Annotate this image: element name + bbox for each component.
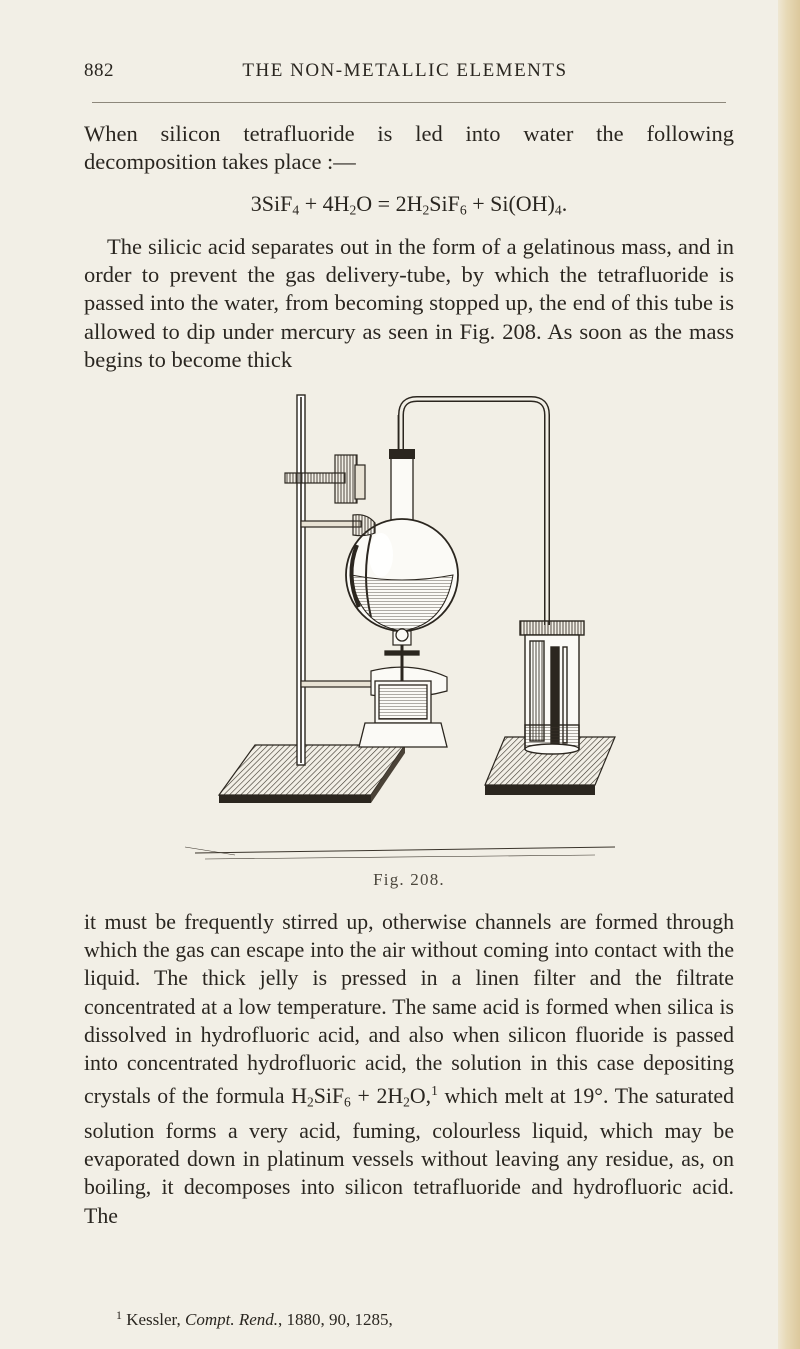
apparatus-illustration xyxy=(175,385,635,865)
formula-sub: 6 xyxy=(344,1094,351,1110)
figure-caption: Fig. 208. xyxy=(373,870,445,889)
paragraph-1: When silicon tetrafluoride is led into water the following decomposition takes place :— xyxy=(84,121,734,175)
paragraph-3-text: it must be frequently stirred up, otherwise channels are formed through which the gas can escape into the air without coming into contact with the liquid. The thick jelly is pressed in a linen filter and the filtrate concentrated at a low temperature. The same acid is formed when silica is dissolved in hydrofluoric acid, and also when silicon fluoride is passed into concentrated hydrofluoric acid, the solution in this case depositing crystals of the formula H xyxy=(84,910,734,1109)
running-title: THE NON-METALLIC ELEMENTS xyxy=(242,60,568,81)
eq-sub: 4 xyxy=(292,202,300,218)
eq-part: O = 2H xyxy=(356,191,423,216)
running-header xyxy=(84,60,726,86)
cylinder xyxy=(520,621,584,754)
eq-sub: 2 xyxy=(349,202,357,218)
footnote xyxy=(84,1304,734,1331)
page-number: 882 xyxy=(84,60,114,81)
stand-base xyxy=(219,745,405,803)
formula-part: SiF xyxy=(313,1084,345,1109)
formula-part: + 2H xyxy=(350,1084,404,1109)
eq-sub: 2 xyxy=(422,202,430,218)
eq-part: + Si(OH) xyxy=(466,191,555,216)
eq-part: . xyxy=(561,191,568,216)
eq-sub: 6 xyxy=(459,202,467,218)
eq-part: 3SiF xyxy=(250,191,293,216)
footnote-ref[interactable]: 1 xyxy=(431,1083,438,1099)
eq-sub: 4 xyxy=(554,202,562,218)
paragraph-3 xyxy=(84,908,734,1230)
table-surface xyxy=(185,847,615,859)
eq-part: SiF xyxy=(429,191,460,216)
paragraph-3-text: which melt at 19°. The saturated solution forms a very acid, fuming, colourless liquid, which may be evaporated down in platinum vessels without leaving any residue, as, on boiling, it decomposes into silicon tetrafluoride and hydrofluoric acid. The xyxy=(84,1084,734,1228)
formula-sub: 2 xyxy=(403,1094,410,1110)
stand-rod xyxy=(297,395,305,765)
header-rule xyxy=(92,102,726,103)
paragraph-2: The silicic acid separates out in the form of a gelatinous mass, and in order to prevent the gas delivery-tube, by which the tetrafluoride is passed into the water, from becoming stopped up, the end of this tube is allowed to dip under mercury as seen in Fig. 208. As soon as the mass begins to become thick xyxy=(84,234,734,372)
footnote-citation: , 1880, 90, 1285, xyxy=(278,1309,393,1329)
footnote-marker: 1 xyxy=(116,1308,122,1322)
footnote-journal: Compt. Rend. xyxy=(185,1309,279,1329)
formula-part: O, xyxy=(409,1084,432,1109)
eq-part: + 4H xyxy=(299,191,350,216)
footnote-author: Kessler, xyxy=(121,1309,186,1329)
chemical-equation xyxy=(84,191,734,218)
formula-sub: 2 xyxy=(306,1094,314,1110)
